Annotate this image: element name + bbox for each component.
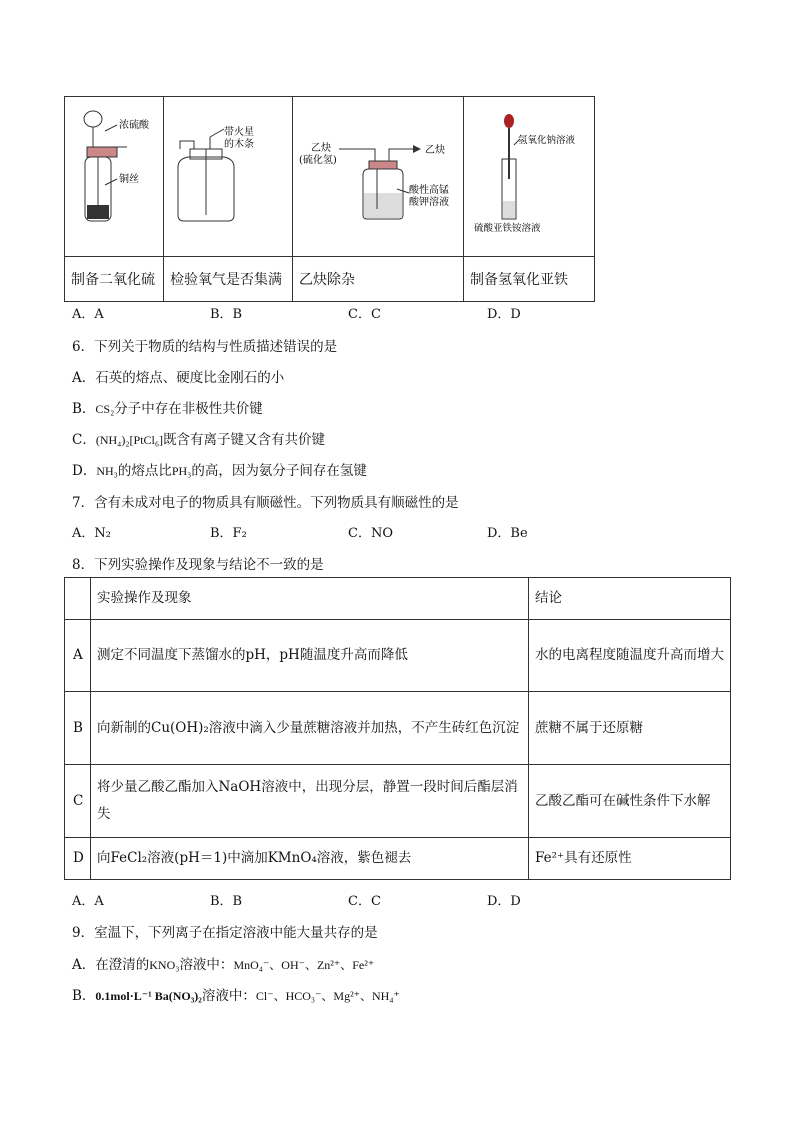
q9-b-ions: Cl⁻、HCO₃⁻、Mg²⁺、NH₄⁺ [255, 989, 400, 1003]
label-cu-wire: 铜丝 [119, 174, 139, 185]
label-acetylene-in: 乙炔 [311, 143, 331, 154]
row-op: 测定不同温度下蒸馏水的pH，pH随温度升高而降低 [91, 620, 529, 692]
q6-d-text: 的高，因为氨分子间存在氢键 [191, 463, 367, 479]
q6-c-formula: (NH₄)₂[PtCl₆] [95, 433, 164, 447]
q6-c-prefix: C． [72, 432, 96, 448]
apparatus-o2-figure [164, 97, 293, 257]
apparatus-feoh2-figure [464, 97, 595, 257]
caption-so2: 制备二氧化硫 [65, 257, 164, 302]
q6-option-c[interactable] [72, 428, 325, 448]
label-acetylene-out: 乙炔 [425, 145, 445, 156]
q8-header-row [65, 578, 731, 620]
q9-stem: 9．室温下，下列离子在指定溶液中能大量共存的是 [72, 925, 378, 941]
q9-option-a[interactable] [72, 953, 374, 973]
table-row [65, 765, 731, 838]
q6-d-mid: 的熔点比 [117, 463, 172, 479]
q9-b-formula: 0.1mol·L⁻¹ Ba(NO₃)₂ [95, 989, 202, 1003]
label-glowing: 带火星 [224, 127, 254, 138]
q9-a-ions: MnO₄⁻、OH⁻、Zn²⁺、Fe²⁺ [233, 958, 375, 972]
q5-option-c[interactable]: C．C [348, 307, 381, 322]
row-label: B [65, 692, 91, 765]
o2-apparatus-diagram [164, 97, 293, 252]
q5-option-a[interactable]: A．A [72, 307, 104, 322]
q8-stem: 8．下列实验操作及现象与结论不一致的是 [72, 557, 324, 573]
q7-stem: 7．含有未成对电子的物质具有顺磁性。下列物质具有顺磁性的是 [72, 495, 459, 511]
row-label: C [65, 765, 91, 838]
q7-option-d[interactable]: D．Be [487, 526, 528, 541]
label-h2s: (硫化氢) [299, 155, 337, 166]
q6-d-formula1: NH₃ [96, 464, 118, 478]
q6-d-prefix: D． [72, 463, 97, 479]
q9-a-prefix: A．在澄清的 [72, 957, 150, 973]
q8-option-c[interactable]: C．C [348, 894, 381, 909]
q6-option-a[interactable]: A．石英的熔点、硬度比金刚石的小 [72, 370, 285, 386]
label-kmno4-1: 酸性高锰 [409, 185, 449, 196]
q6-option-b[interactable] [72, 397, 263, 417]
q8-header-concl: 结论 [529, 578, 731, 620]
label-wood-stick: 的木条 [224, 139, 254, 150]
q9-b-prefix: B． [72, 988, 96, 1004]
q8-option-b[interactable]: B．B [210, 894, 243, 909]
feoh2-apparatus-diagram [464, 97, 595, 252]
label-naoh: 氢氧化钠溶液 [518, 135, 576, 146]
caption-o2: 检验氧气是否集满 [164, 257, 293, 302]
q6-option-d[interactable] [72, 459, 367, 479]
q8-option-d[interactable]: D．D [487, 894, 521, 909]
table-row [65, 692, 731, 765]
caption-feoh2: 制备氢氧化亚铁 [464, 257, 595, 302]
row-concl: 水的电离程度随温度升高而增大 [529, 620, 731, 692]
row-concl: 乙酸乙酯可在碱性条件下水解 [529, 765, 731, 838]
q9-a-formula: KNO₃ [149, 958, 180, 972]
table-row [65, 838, 731, 880]
label-feso4: 硫酸亚铁铵溶液 [474, 223, 541, 234]
q5-option-b[interactable]: B．B [210, 307, 243, 322]
q6-b-text: 分子中存在非极性共价键 [114, 401, 263, 417]
q7-option-c[interactable]: C．NO [348, 526, 393, 541]
label-conc-h2so4: 浓硫酸 [119, 120, 149, 131]
q7-option-b[interactable]: B．F₂ [210, 526, 247, 541]
q6-b-formula: CS₂ [95, 402, 115, 416]
q7-option-a[interactable]: A．N₂ [72, 526, 111, 541]
q8-option-a[interactable]: A．A [72, 894, 104, 909]
table-row [65, 620, 731, 692]
q9-a-mid: 溶液中： [179, 957, 234, 973]
so2-apparatus-diagram [65, 97, 164, 252]
q6-b-prefix: B． [72, 401, 96, 417]
q6-c-text: 既含有离子键又含有共价键 [163, 432, 326, 448]
apparatus-table [64, 96, 595, 302]
row-concl: Fe²⁺具有还原性 [529, 838, 731, 880]
caption-acetylene: 乙炔除杂 [293, 257, 464, 302]
apparatus-so2-figure [65, 97, 164, 257]
q6-d-formula2: PH₃ [171, 464, 192, 478]
q8-header-op: 实验操作及现象 [91, 578, 529, 620]
row-concl: 蔗糖不属于还原糖 [529, 692, 731, 765]
acetylene-apparatus-diagram [293, 97, 464, 252]
row-op: 向FeCl₂溶液(pH＝1)中滴加KMnO₄溶液，紫色褪去 [91, 838, 529, 880]
q8-header-blank [65, 578, 91, 620]
q8-table [64, 577, 731, 880]
q9-option-b[interactable] [72, 984, 400, 1004]
label-kmno4-2: 酸钾溶液 [409, 197, 449, 208]
row-label: D [65, 838, 91, 880]
row-op: 向新制的Cu(OH)₂溶液中滴入少量蔗糖溶液并加热，不产生砖红色沉淀 [91, 692, 529, 765]
q5-option-d[interactable]: D．D [487, 307, 521, 322]
apparatus-acetylene-figure [293, 97, 464, 257]
q9-b-mid: 溶液中： [201, 988, 256, 1004]
q6-stem: 6．下列关于物质的结构与性质描述错误的是 [72, 339, 338, 355]
row-op: 将少量乙酸乙酯加入NaOH溶液中，出现分层，静置一段时间后酯层消失 [91, 765, 529, 838]
row-label: A [65, 620, 91, 692]
